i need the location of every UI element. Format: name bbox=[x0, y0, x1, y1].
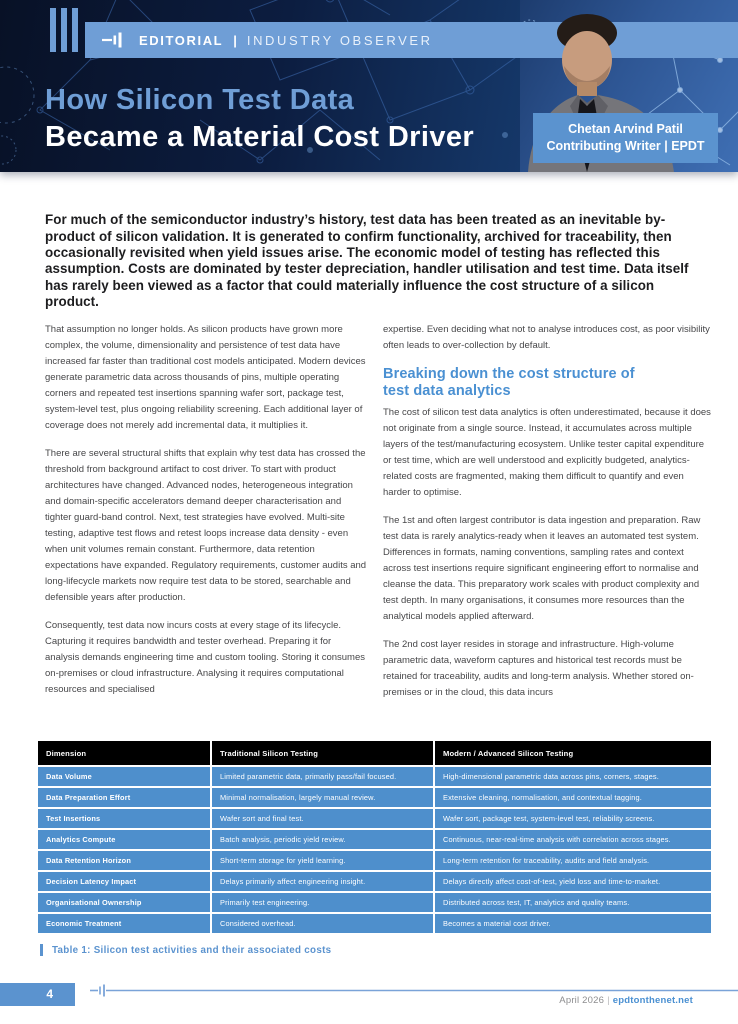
caption-bar-decoration bbox=[40, 944, 43, 956]
column-header: Modern / Advanced Silicon Testing bbox=[433, 741, 711, 765]
cell-dimension: Decision Latency Impact bbox=[38, 872, 210, 891]
intro-paragraph: For much of the semiconductor industry’s history, test data has been treated as an inevitable by-product of silicon validation. It is generated to confirm functionality, archived for traceability, then occasionally revisited when yield issues arise. The economic model of testing has reflected this assumption. Costs are dominated by tester depreciation, handler utilisation and test time. Data itself has rarely been viewed as a factor that could materially influence the cost structure of a silicon product. bbox=[45, 212, 689, 309]
cell-modern: Becomes a material cost driver. bbox=[433, 914, 711, 933]
cell-traditional: Short-term storage for yield learning. bbox=[210, 851, 433, 870]
table-row bbox=[38, 851, 711, 870]
cell-modern: Long-term retention for traceability, audits and field analysis. bbox=[433, 851, 711, 870]
table-row bbox=[38, 809, 711, 828]
body-columns bbox=[45, 322, 711, 701]
cell-dimension: Test Insertions bbox=[38, 809, 210, 828]
cell-traditional: Primarily test engineering. bbox=[210, 893, 433, 912]
section-heading: Breaking down the cost structure of test data analytics bbox=[383, 366, 635, 399]
body-paragraph: The 1st and often largest contributor is data ingestion and preparation. Raw test data is rarely analytics-ready when it leaves an automated test system. Differences in formats, naming conventions, sampling rates and context across test insertions require significant engineering effort to normalise and cleanse the data. This preparatory work scales with product complexity and test depth. In many organisations, it consumes more resources than the analytical models applied afterward. bbox=[383, 515, 701, 622]
article-title-line1: How Silicon Test Data bbox=[45, 84, 355, 116]
page-number: 4 bbox=[0, 983, 75, 1006]
cell-dimension: Data Preparation Effort bbox=[38, 788, 210, 807]
table-row bbox=[38, 830, 711, 849]
body-paragraph: There are several structural shifts that explain why test data has crossed the threshold from background artifact to cost driver. To start with product architectures have changed. Advanced nodes, heterogeneous integration and domain-specific accelerators demand deeper characterisation and tighter guard-band control. Next, test strategies have evolved. Multi-site testing, adaptive test flows and retest loops increase data density - even when unit volumes remain constant. Furthermore, data retention expectations have expanded. Regulatory requirements, customer audits and long-lifecycle markets now require test data to be stored, searchable and defensible years after production. bbox=[45, 448, 367, 603]
column-header: Dimension bbox=[38, 741, 210, 765]
cell-dimension: Data Retention Horizon bbox=[38, 851, 210, 870]
cost-comparison-table bbox=[38, 739, 711, 935]
cell-dimension: Data Volume bbox=[38, 767, 210, 786]
cell-dimension: Analytics Compute bbox=[38, 830, 210, 849]
body-paragraph: The 2nd cost layer resides in storage and infrastructure. High-volume parametric data, waveform captures and historical test records must be retained for traceability, audits and long-term analysis. Whether stored on-premises or in the cloud, this data incurs bbox=[383, 639, 694, 698]
body-paragraph: Consequently, test data now incurs costs at every stage of its lifecycle. Capturing it requires bandwidth and tester overhead. Preparing it for analysis demands engineering time and custom tooling. Storing it consumes on-premises or cloud infrastructure. Analysing it requires computational resources and specialised bbox=[45, 620, 366, 695]
header-banner bbox=[0, 0, 738, 172]
probe-icon bbox=[102, 32, 130, 48]
author-role: Contributing Writer | EPDT bbox=[546, 139, 705, 153]
column-header: Traditional Silicon Testing bbox=[210, 741, 433, 765]
header-bars-decoration bbox=[50, 8, 78, 52]
footer-probe-icon bbox=[90, 985, 104, 997]
article-title-line2: Became a Material Cost Driver bbox=[45, 121, 475, 153]
badge-separator: | bbox=[233, 32, 237, 48]
footer-separator: | bbox=[607, 995, 610, 1006]
right-column bbox=[383, 322, 711, 701]
body-paragraph: That assumption no longer holds. As silicon products have grown more complex, the volume, dimensionality and persistence of test data have increased far faster than traditional cost models anticipated. Modern devices generate parametric data across thousands of pins, multiple operating corners and repeated test insertions spanning wafer sort, package test, system-level test, plus ongoing reliability screening. Each additional layer of coverage does not merely add incremental data, it multiplies it. bbox=[45, 324, 366, 431]
table-caption bbox=[40, 944, 331, 956]
cell-modern: Distributed across test, IT, analytics and quality teams. bbox=[433, 893, 711, 912]
badge-section-label: INDUSTRY OBSERVER bbox=[246, 32, 433, 48]
article-title bbox=[45, 82, 474, 156]
cell-dimension: Organisational Ownership bbox=[38, 893, 210, 912]
issue-date: April 2026 bbox=[559, 995, 605, 1006]
cell-modern: Continuous, near-real-time analysis with correlation across stages. bbox=[433, 830, 711, 849]
site-link[interactable]: epdtonthenet.net bbox=[612, 995, 693, 1006]
cell-dimension: Economic Treatment bbox=[38, 914, 210, 933]
cell-traditional: Considered overhead. bbox=[210, 914, 433, 933]
cell-modern: Delays directly affect cost-of-test, yield loss and time-to-market. bbox=[433, 872, 711, 891]
cell-modern: Extensive cleaning, normalisation, and contextual tagging. bbox=[433, 788, 711, 807]
body-paragraph: The cost of silicon test data analytics is often underestimated, because it does not originate from a single source. Instead, it accumulates across multiple layers of the test/manufacturing ecosystem. Unlike tester capital expenditure or test time, which are well understood and explicitly budgeted, analytics-related costs are fragmented, making them difficult to quantify and even harder to optimise. bbox=[383, 407, 711, 498]
cell-traditional: Wafer sort and final test. bbox=[210, 809, 433, 828]
cell-traditional: Batch analysis, periodic yield review. bbox=[210, 830, 433, 849]
cell-traditional: Minimal normalisation, largely manual review. bbox=[210, 788, 433, 807]
cell-modern: High-dimensional parametric data across pins, corners, stages. bbox=[433, 767, 711, 786]
table-row bbox=[38, 767, 711, 786]
cell-modern: Wafer sort, package test, system-level test, reliability screens. bbox=[433, 809, 711, 828]
cell-traditional: Delays primarily affect engineering insight. bbox=[210, 872, 433, 891]
left-column bbox=[45, 322, 367, 701]
body-paragraph: expertise. Even deciding what not to analyse introduces cost, as poor visibility often leads to over-collection by default. bbox=[383, 324, 710, 351]
badge-editorial-label: EDITORIAL bbox=[139, 32, 224, 48]
footer-meta bbox=[559, 995, 693, 1006]
table-header-row bbox=[38, 741, 711, 765]
author-credit bbox=[533, 113, 718, 163]
caption-text: Table 1: Silicon test activities and their associated costs bbox=[52, 944, 332, 956]
table-row bbox=[38, 788, 711, 807]
table-row bbox=[38, 872, 711, 891]
author-name: Chetan Arvind Patil bbox=[568, 122, 683, 136]
table-row bbox=[38, 893, 711, 912]
table-row bbox=[38, 914, 711, 933]
cell-traditional: Limited parametric data, primarily pass/fail focused. bbox=[210, 767, 433, 786]
